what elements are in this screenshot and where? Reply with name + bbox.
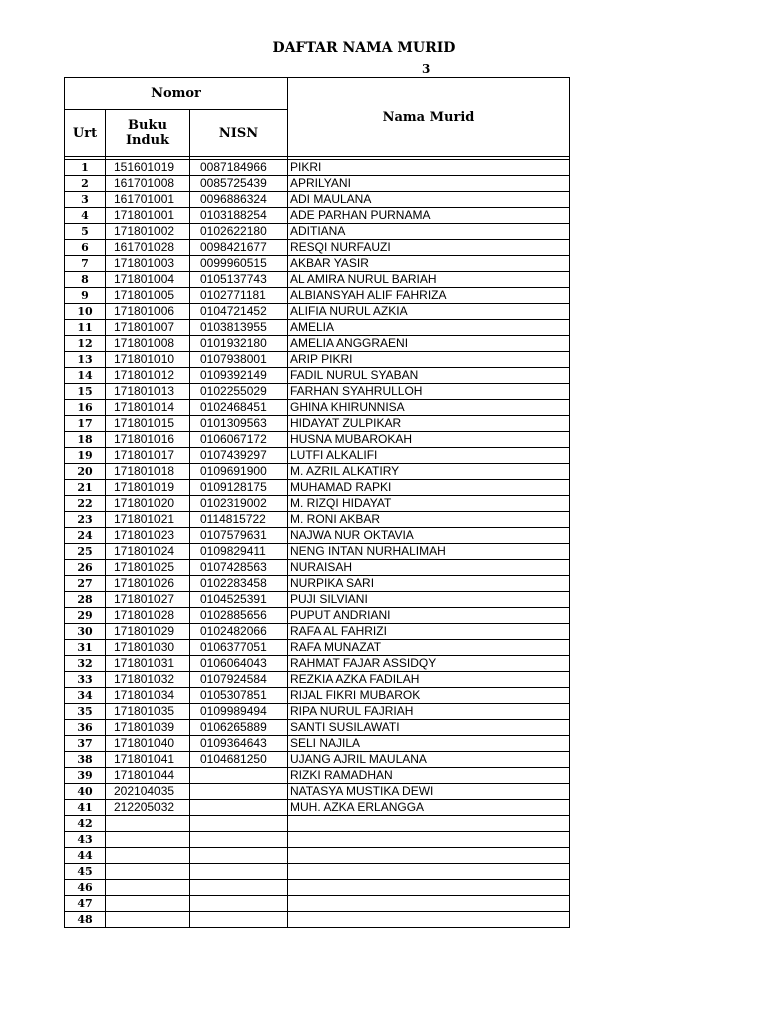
header-urt: Urt [65, 110, 106, 157]
nisn-cell: 0107579631 [190, 528, 288, 544]
buku-induk-cell [106, 864, 190, 880]
buku-induk-cell: 171801028 [106, 608, 190, 624]
nama-murid-cell: FARHAN SYAHRULLOH [288, 384, 570, 400]
table-row [65, 176, 570, 192]
table-row [65, 672, 570, 688]
urt-cell: 16 [65, 400, 106, 416]
table-row [65, 512, 570, 528]
nisn-cell: 0103188254 [190, 208, 288, 224]
buku-induk-cell [106, 912, 190, 928]
urt-cell: 44 [65, 848, 106, 864]
buku-induk-cell: 171801007 [106, 320, 190, 336]
nama-murid-cell [288, 816, 570, 832]
buku-induk-cell: 151601019 [106, 160, 190, 176]
nama-murid-cell: RAHMAT FAJAR ASSIDQY [288, 656, 570, 672]
nisn-cell: 0085725439 [190, 176, 288, 192]
table-row [65, 880, 570, 896]
urt-cell: 40 [65, 784, 106, 800]
nisn-cell: 0106265889 [190, 720, 288, 736]
nama-murid-cell: RIPA NURUL FAJRIAH [288, 704, 570, 720]
nisn-cell: 0107938001 [190, 352, 288, 368]
buku-induk-cell: 171801001 [106, 208, 190, 224]
nisn-cell: 0102622180 [190, 224, 288, 240]
nama-murid-cell: HUSNA MUBAROKAH [288, 432, 570, 448]
nisn-cell [190, 848, 288, 864]
table-row [65, 336, 570, 352]
urt-cell: 28 [65, 592, 106, 608]
nama-murid-cell: MUHAMAD RAPKI [288, 480, 570, 496]
nama-murid-cell: RIJAL FIKRI MUBAROK [288, 688, 570, 704]
buku-induk-cell: 171801044 [106, 768, 190, 784]
buku-induk-cell: 171801013 [106, 384, 190, 400]
urt-cell: 43 [65, 832, 106, 848]
nama-murid-cell: AKBAR YASIR [288, 256, 570, 272]
buku-induk-cell: 161701001 [106, 192, 190, 208]
table-row [65, 288, 570, 304]
table-row [65, 592, 570, 608]
nama-murid-cell: MUH. AZKA ERLANGGA [288, 800, 570, 816]
buku-induk-cell: 171801027 [106, 592, 190, 608]
nama-murid-cell: RAFA AL FAHRIZI [288, 624, 570, 640]
nama-murid-cell: PIKRI [288, 160, 570, 176]
table-row [65, 736, 570, 752]
buku-induk-cell: 171801019 [106, 480, 190, 496]
buku-induk-cell: 202104035 [106, 784, 190, 800]
page-number: 3 [422, 62, 431, 76]
nisn-cell: 0102283458 [190, 576, 288, 592]
header-buku-induk: Buku Induk [106, 110, 190, 157]
nisn-cell: 0114815722 [190, 512, 288, 528]
urt-cell: 39 [65, 768, 106, 784]
urt-cell: 14 [65, 368, 106, 384]
table-row [65, 848, 570, 864]
urt-cell: 22 [65, 496, 106, 512]
table-row [65, 816, 570, 832]
buku-induk-cell: 171801023 [106, 528, 190, 544]
table-row [65, 320, 570, 336]
nisn-cell: 0101309563 [190, 416, 288, 432]
nisn-cell: 0099960515 [190, 256, 288, 272]
nama-murid-cell: FADIL NURUL SYABAN [288, 368, 570, 384]
urt-cell: 11 [65, 320, 106, 336]
buku-induk-cell: 171801025 [106, 560, 190, 576]
table-row [65, 464, 570, 480]
table-row [65, 704, 570, 720]
nisn-cell: 0109392149 [190, 368, 288, 384]
nama-murid-cell: RAFA MUNAZAT [288, 640, 570, 656]
nisn-cell: 0102885656 [190, 608, 288, 624]
table-row [65, 432, 570, 448]
nama-murid-cell: PUJI SILVIANI [288, 592, 570, 608]
urt-cell: 23 [65, 512, 106, 528]
nama-murid-cell: SANTI SUSILAWATI [288, 720, 570, 736]
nama-murid-cell: UJANG AJRIL MAULANA [288, 752, 570, 768]
student-table [64, 77, 570, 928]
urt-cell: 10 [65, 304, 106, 320]
urt-cell: 21 [65, 480, 106, 496]
nisn-cell: 0106064043 [190, 656, 288, 672]
nisn-cell: 0098421677 [190, 240, 288, 256]
buku-induk-cell: 171801005 [106, 288, 190, 304]
buku-induk-cell: 171801021 [106, 512, 190, 528]
nama-murid-cell: APRILYANI [288, 176, 570, 192]
urt-cell: 38 [65, 752, 106, 768]
table-row [65, 656, 570, 672]
urt-cell: 34 [65, 688, 106, 704]
nisn-cell: 0107428563 [190, 560, 288, 576]
nama-murid-cell: ALBIANSYAH ALIF FAHRIZA [288, 288, 570, 304]
urt-cell: 42 [65, 816, 106, 832]
buku-induk-cell: 171801006 [106, 304, 190, 320]
nisn-cell [190, 784, 288, 800]
nama-murid-cell: AL AMIRA NURUL BARIAH [288, 272, 570, 288]
table-row [65, 192, 570, 208]
table-row [65, 896, 570, 912]
buku-induk-cell: 171801018 [106, 464, 190, 480]
nisn-cell [190, 800, 288, 816]
nama-murid-cell: AMELIA ANGGRAENI [288, 336, 570, 352]
nama-murid-cell: PUPUT ANDRIANI [288, 608, 570, 624]
nama-murid-cell [288, 912, 570, 928]
header-nisn: NISN [190, 110, 288, 157]
nisn-cell: 0105137743 [190, 272, 288, 288]
nama-murid-cell: REZKIA AZKA FADILAH [288, 672, 570, 688]
table-row [65, 224, 570, 240]
nisn-cell: 0102482066 [190, 624, 288, 640]
nisn-cell: 0102319002 [190, 496, 288, 512]
buku-induk-cell [106, 832, 190, 848]
buku-induk-cell: 161701008 [106, 176, 190, 192]
table-row [65, 368, 570, 384]
urt-cell: 27 [65, 576, 106, 592]
table-row [65, 624, 570, 640]
buku-induk-cell: 171801029 [106, 624, 190, 640]
buku-induk-cell [106, 816, 190, 832]
urt-cell: 36 [65, 720, 106, 736]
nama-murid-cell [288, 880, 570, 896]
nisn-cell: 0087184966 [190, 160, 288, 176]
nama-murid-cell [288, 832, 570, 848]
table-row [65, 480, 570, 496]
nama-murid-cell: NURAISAH [288, 560, 570, 576]
buku-induk-cell: 171801004 [106, 272, 190, 288]
urt-cell: 2 [65, 176, 106, 192]
nama-murid-cell: ALIFIA NURUL AZKIA [288, 304, 570, 320]
urt-cell: 5 [65, 224, 106, 240]
urt-cell: 15 [65, 384, 106, 400]
buku-induk-cell: 171801020 [106, 496, 190, 512]
urt-cell: 8 [65, 272, 106, 288]
table-row [65, 496, 570, 512]
buku-induk-cell: 212205032 [106, 800, 190, 816]
nama-murid-cell: RESQI NURFAUZI [288, 240, 570, 256]
nisn-cell: 0106377051 [190, 640, 288, 656]
table-row [65, 912, 570, 928]
buku-induk-cell: 171801041 [106, 752, 190, 768]
urt-cell: 33 [65, 672, 106, 688]
urt-cell: 9 [65, 288, 106, 304]
nisn-cell: 0107924584 [190, 672, 288, 688]
nama-murid-cell: SELI NAJILA [288, 736, 570, 752]
urt-cell: 12 [65, 336, 106, 352]
nama-murid-cell: LUTFI ALKALIFI [288, 448, 570, 464]
table-row [65, 720, 570, 736]
nama-murid-cell [288, 896, 570, 912]
nama-murid-cell [288, 848, 570, 864]
urt-cell: 7 [65, 256, 106, 272]
nisn-cell: 0103813955 [190, 320, 288, 336]
urt-cell: 6 [65, 240, 106, 256]
buku-induk-cell: 171801014 [106, 400, 190, 416]
urt-cell: 48 [65, 912, 106, 928]
nisn-cell: 0096886324 [190, 192, 288, 208]
urt-cell: 4 [65, 208, 106, 224]
urt-cell: 17 [65, 416, 106, 432]
nama-murid-cell: HIDAYAT ZULPIKAR [288, 416, 570, 432]
nisn-cell [190, 768, 288, 784]
urt-cell: 25 [65, 544, 106, 560]
nama-murid-cell: ARIP PIKRI [288, 352, 570, 368]
table-row [65, 416, 570, 432]
header-nama-murid: Nama Murid [288, 78, 570, 157]
nama-murid-cell: NAJWA NUR OKTAVIA [288, 528, 570, 544]
table-row [65, 544, 570, 560]
nisn-cell: 0106067172 [190, 432, 288, 448]
table-row [65, 304, 570, 320]
nama-murid-cell: GHINA KHIRUNNISA [288, 400, 570, 416]
nisn-cell: 0107439297 [190, 448, 288, 464]
nisn-cell [190, 880, 288, 896]
nisn-cell: 0104525391 [190, 592, 288, 608]
buku-induk-cell: 171801039 [106, 720, 190, 736]
urt-cell: 13 [65, 352, 106, 368]
nisn-cell [190, 816, 288, 832]
buku-induk-cell: 171801040 [106, 736, 190, 752]
nisn-cell: 0109128175 [190, 480, 288, 496]
table-row [65, 784, 570, 800]
nisn-cell [190, 912, 288, 928]
nama-murid-cell: RIZKI RAMADHAN [288, 768, 570, 784]
nisn-cell: 0101932180 [190, 336, 288, 352]
nama-murid-cell: ADE PARHAN PURNAMA [288, 208, 570, 224]
urt-cell: 46 [65, 880, 106, 896]
buku-induk-cell: 171801035 [106, 704, 190, 720]
table-row [65, 688, 570, 704]
table-row [65, 240, 570, 256]
buku-induk-cell [106, 880, 190, 896]
nisn-cell: 0105307851 [190, 688, 288, 704]
nama-murid-cell: ADI MAULANA [288, 192, 570, 208]
nisn-cell [190, 832, 288, 848]
urt-cell: 30 [65, 624, 106, 640]
buku-induk-cell: 171801008 [106, 336, 190, 352]
urt-cell: 1 [65, 160, 106, 176]
urt-cell: 29 [65, 608, 106, 624]
table-row [65, 800, 570, 816]
table-row [65, 384, 570, 400]
buku-induk-cell: 171801024 [106, 544, 190, 560]
nisn-cell: 0104681250 [190, 752, 288, 768]
nisn-cell: 0104721452 [190, 304, 288, 320]
urt-cell: 37 [65, 736, 106, 752]
buku-induk-cell: 171801015 [106, 416, 190, 432]
buku-induk-cell: 171801012 [106, 368, 190, 384]
buku-induk-cell [106, 848, 190, 864]
nama-murid-cell: ADITIANA [288, 224, 570, 240]
nisn-cell: 0109829411 [190, 544, 288, 560]
buku-induk-cell: 171801010 [106, 352, 190, 368]
urt-cell: 47 [65, 896, 106, 912]
nisn-cell: 0109364643 [190, 736, 288, 752]
urt-cell: 35 [65, 704, 106, 720]
table-row [65, 160, 570, 176]
nama-murid-cell: NURPIKA SARI [288, 576, 570, 592]
table-row [65, 608, 570, 624]
nisn-cell: 0109691900 [190, 464, 288, 480]
buku-induk-cell: 171801016 [106, 432, 190, 448]
nama-murid-cell: M. RONI AKBAR [288, 512, 570, 528]
urt-cell: 32 [65, 656, 106, 672]
urt-cell: 41 [65, 800, 106, 816]
nisn-cell: 0102468451 [190, 400, 288, 416]
buku-induk-cell: 171801034 [106, 688, 190, 704]
urt-cell: 26 [65, 560, 106, 576]
nama-murid-cell: M. AZRIL ALKATIRY [288, 464, 570, 480]
nama-murid-cell: NATASYA MUSTIKA DEWI [288, 784, 570, 800]
nama-murid-cell [288, 864, 570, 880]
nisn-cell: 0102771181 [190, 288, 288, 304]
table-row [65, 752, 570, 768]
buku-induk-cell: 171801017 [106, 448, 190, 464]
buku-induk-cell [106, 896, 190, 912]
header-nomor: Nomor [65, 78, 288, 110]
buku-induk-cell: 171801032 [106, 672, 190, 688]
buku-induk-cell: 171801031 [106, 656, 190, 672]
urt-cell: 31 [65, 640, 106, 656]
nama-murid-cell: AMELIA [288, 320, 570, 336]
table-row [65, 352, 570, 368]
urt-cell: 45 [65, 864, 106, 880]
table-row [65, 768, 570, 784]
urt-cell: 18 [65, 432, 106, 448]
urt-cell: 24 [65, 528, 106, 544]
table-row [65, 576, 570, 592]
buku-induk-cell: 171801002 [106, 224, 190, 240]
nisn-cell [190, 896, 288, 912]
table-row [65, 832, 570, 848]
buku-induk-cell: 161701028 [106, 240, 190, 256]
buku-induk-cell: 171801026 [106, 576, 190, 592]
buku-induk-cell: 171801030 [106, 640, 190, 656]
table-row [65, 400, 570, 416]
nisn-cell [190, 864, 288, 880]
buku-induk-cell: 171801003 [106, 256, 190, 272]
nisn-cell: 0102255029 [190, 384, 288, 400]
urt-cell: 3 [65, 192, 106, 208]
page-title: DAFTAR NAMA MURID [272, 40, 456, 56]
nama-murid-cell: M. RIZQI HIDAYAT [288, 496, 570, 512]
urt-cell: 20 [65, 464, 106, 480]
table-row [65, 528, 570, 544]
table-row [65, 864, 570, 880]
table-row [65, 640, 570, 656]
table-row [65, 208, 570, 224]
table-row [65, 272, 570, 288]
urt-cell: 19 [65, 448, 106, 464]
nisn-cell: 0109989494 [190, 704, 288, 720]
table-row [65, 256, 570, 272]
table-row [65, 448, 570, 464]
table-row [65, 560, 570, 576]
nama-murid-cell: NENG INTAN NURHALIMAH [288, 544, 570, 560]
